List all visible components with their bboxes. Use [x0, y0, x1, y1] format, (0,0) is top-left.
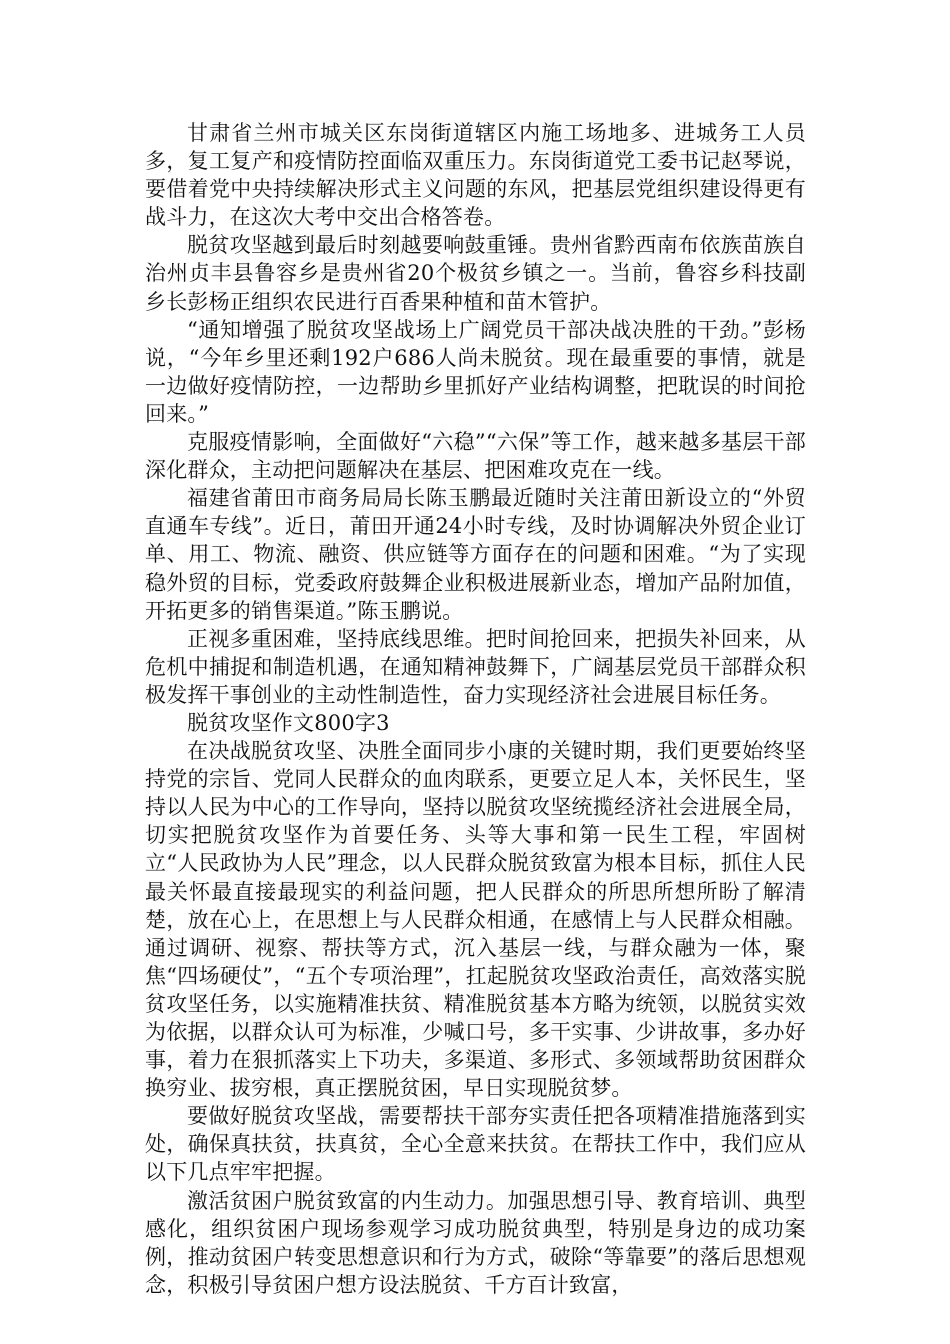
paragraph-decisive-period: 在决战脱贫攻坚、决胜全面同步小康的关键时期，我们更要始终坚持党的宗旨、党同人民群众的血肉联系，更要立足人本，关怀民生，坚持以人民为中心的工作导向，坚持以脱贫攻坚统揽经济社会进展全局，切实把脱贫攻坚作为首要任务、头等大事和第一民生工程，牢固树立“人民政协为人民”理念，以人民群众脱贫致富为根本目标，抓住人民最关怀最直接最现实的利益问题，把人民群众的所思所想所盼了解清楚，放在心上，在思想上与人民群众相通，在感情上与人民群众相融。通过调研、视察、帮扶等方式，沉入基层一线，与群众融为一体，聚焦“四场硬仗”，“五个专项治理”，扛起脱贫攻坚政治责任，高效落实脱贫攻坚任务，以实施精准扶贫、精准脱贫基本方略为统领，以脱贫实效为依据，以群众认可为标准，少喊口号，多干实事、少讲故事，多办好事，着力在狠抓落实上下功夫，多渠道、多形式、多领域帮助贫困群众换穷业、拔穷根，真正摆脱贫困，早日实现脱贫梦。 [145, 739, 806, 1101]
paragraph-lanzhou: 甘肃省兰州市城关区东岗街道辖区内施工场地多、进城务工人员多，复工复产和疫情防控面临双重压力。东岗街道党工委书记赵琴说，要借着党中央持续解决形式主义问题的东风，把基层党组织建设得更有战斗力，在这次大考中交出合格答卷。 [145, 121, 806, 230]
paragraph-bottom-line-thinking: 正视多重困难，坚持底线思维。把时间抢回来，把损失补回来，从危机中捕捉和制造机遇，在通知精神鼓舞下，广阔基层党员干部群众积极发挥干事创业的主动性制造性，奋力实现经济社会进展目标任务。 [145, 626, 806, 707]
document-body [145, 119, 806, 1299]
paragraph-internal-motivation: 激活贫困户脱贫致富的内生动力。加强思想引导、教育培训、典型感化，组织贫困户现场参观学习成功脱贫典型，特别是身边的成功案例，推动贫困户转变思想意识和行为方式，破除“等靠要”的落后思想观念，积极引导贫困户想方设法脱贫、千方百计致富， [145, 1188, 806, 1297]
section-heading: 脱贫攻坚作文800字3 [187, 710, 390, 735]
paragraph-assistance-duties: 要做好脱贫攻坚战，需要帮扶干部夯实责任把各项精准措施落到实处，确保真扶贫，扶真贫，全心全意来扶贫。在帮扶工作中，我们应从以下几点牢牢把握。 [145, 1104, 806, 1185]
paragraph-putian-trade: 福建省莆田市商务局局长陈玉鹏最近随时关注莆田新设立的“外贸直通车专线”。近日，莆田开通24小时专线，及时协调解决外贸企业订单、用工、物流、融资、供应链等方面存在的问题和困难。“为了实现稳外贸的目标，党委政府鼓舞企业积极进展新业态，增加产品附加值，开拓更多的销售渠道。”陈玉鹏说。 [145, 486, 806, 623]
paragraph-six-stabilities: 克服疫情影响，全面做好“六稳”“六保”等工作，越来越多基层干部深化群众，主动把问题解决在基层、把困难攻克在一线。 [145, 430, 806, 483]
paragraph-peng-yang-quote: “通知增强了脱贫攻坚战场上广阔党员干部决战决胜的干劲。”彭杨说，“今年乡里还剩192户686人尚未脱贫。现在最重要的事情，就是一边做好疫情防控，一边帮助乡里抓好产业结构调整，把耽误的时间抢回来。” [145, 317, 806, 426]
paragraph-poverty-final-push: 脱贫攻坚越到最后时刻越要响鼓重锤。贵州省黔西南布依族苗族自治州贞丰县鲁容乡是贵州省20个极贫乡镇之一。当前，鲁容乡科技副乡长彭杨正组织农民进行百香果种植和苗木管护。 [145, 233, 806, 314]
